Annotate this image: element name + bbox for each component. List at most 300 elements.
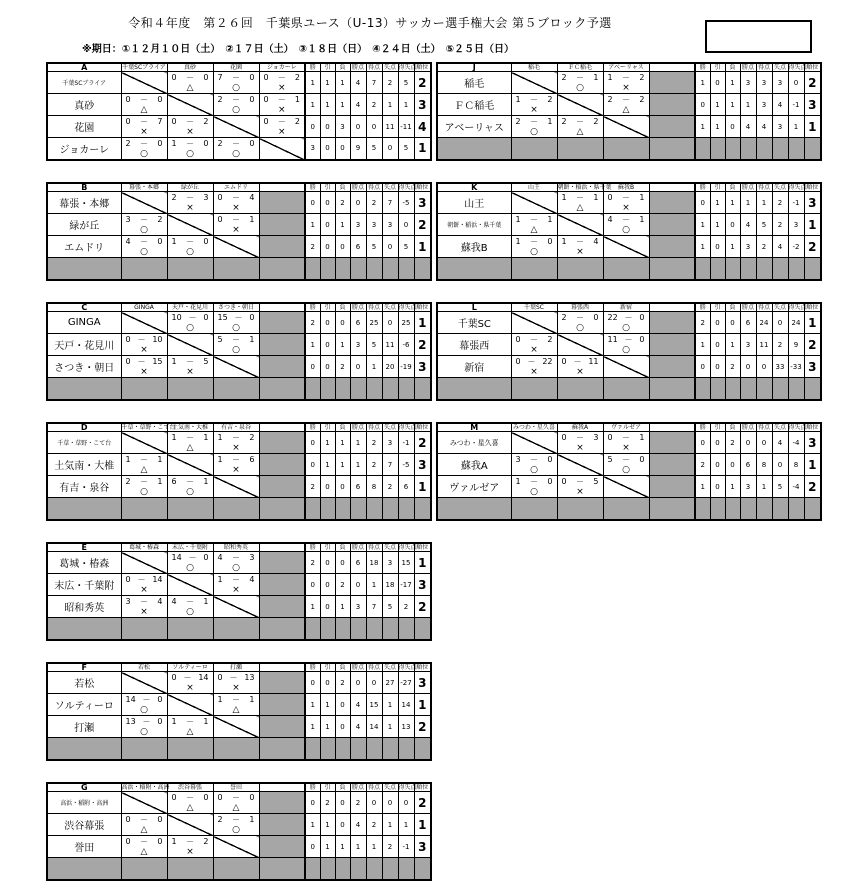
diagonal-cell [603,356,649,378]
empty-cell [335,858,350,880]
team-row [47,334,305,356]
rank-value: 1 [414,814,431,836]
stat-header: 勝点 [351,664,364,671]
score-dash: － [277,73,286,82]
stat-value: 0 [710,312,725,334]
empty-cell [649,258,695,280]
team-row [47,596,305,618]
stat-header: 順位 [414,663,431,672]
score-for: 2 [125,477,131,486]
empty-cell [398,858,414,880]
group-name: A [47,63,121,72]
stat-value: 4 [740,116,756,138]
empty-cell [772,498,788,520]
score-dash: － [530,455,538,464]
diagonal-cell [121,192,167,214]
score-against: 0 [639,335,645,344]
empty-cell [557,138,603,160]
score-for: 0 [217,215,223,224]
score-against: 7 [157,117,163,126]
stat-header: 失点 [383,64,396,71]
stat-header: 引 [320,543,335,552]
score-dash: － [576,193,584,202]
score-against: 0 [203,73,209,82]
match-result [167,596,213,618]
result-symbol: ○ [186,487,194,497]
match-result [167,356,213,378]
empty-cell [725,138,740,160]
stat-header: 負 [335,423,350,432]
team-row [47,574,305,596]
empty-cell [695,258,710,280]
score-against: 2 [639,95,645,104]
diagonal-cell [167,814,213,836]
match-result [557,236,603,258]
stat-header: 失点 [383,184,396,191]
team-name: 誉田 [47,836,121,858]
team-name: 幕張・本郷 [47,192,121,214]
empty-cell [259,618,305,640]
stat-value: 7 [382,192,398,214]
team-name: 千草・草野・こて台 [47,432,121,454]
result-symbol: ○ [186,148,194,159]
stat-value: 0 [725,116,740,138]
empty-cell [259,596,305,618]
score-against: 2 [157,215,163,224]
score-for: 0 [561,357,567,366]
rank-value: 2 [414,432,431,454]
stats-header-row [695,183,821,192]
stat-header: 引 [710,183,725,192]
score-against: 0 [249,313,255,322]
match-result [511,334,557,356]
stat-value: 0 [366,792,382,814]
match-result [121,454,167,476]
result-symbol: × [232,443,240,453]
stat-value: -1 [788,192,804,214]
rank-value: 3 [414,836,431,858]
stat-header: 負 [725,63,740,72]
empty-cell [259,432,305,454]
score-dash: － [530,237,538,246]
score-for: 1 [171,237,177,246]
result-symbol: × [186,847,194,857]
team-name: 若松 [47,672,121,694]
score-against: 2 [203,837,209,846]
empty-cell [47,858,121,880]
match-result [121,334,167,356]
empty-cell [259,192,305,214]
match-result [511,356,557,378]
score-for: 1 [561,237,567,246]
match-result [213,672,259,694]
stat-value: -27 [398,672,414,694]
stat-value: 1 [366,574,382,596]
result-symbol: × [277,127,286,137]
stat-value: 1 [320,694,335,716]
score-for: 0 [171,793,177,802]
stat-value: 2 [366,814,382,836]
rank-value: 3 [804,432,821,454]
stat-value: 0 [305,192,320,214]
empty-cell [740,138,756,160]
score-against: 2 [203,117,209,126]
score-dash: － [232,215,240,224]
stat-value: 2 [695,312,710,334]
match-result [213,138,259,160]
team-row [47,236,305,258]
empty-cell [756,378,772,400]
result-symbol: ○ [232,105,240,115]
team-row [437,334,695,356]
match-result [213,432,259,454]
stat-value: 0 [320,476,335,498]
team-row [47,356,305,378]
stats-row [305,94,431,116]
opponent-header: 幕張西 [557,303,603,312]
empty-cell [320,858,335,880]
team-row [437,476,695,498]
team-name: GINGA [47,312,121,334]
score-against: 3 [593,433,599,442]
score-against: 1 [249,215,255,224]
stat-value: 3 [740,72,756,94]
diagonal-cell [213,836,259,858]
score-for: 0 [125,117,131,126]
score-against: 4 [249,193,255,202]
stat-value: 1 [320,454,335,476]
empty-cell [740,498,756,520]
stat-value: 0 [305,356,320,378]
team-name: 花園 [47,116,121,138]
diagonal-cell [167,334,213,356]
score-for: 2 [561,313,567,322]
empty-cell [47,498,121,520]
diagonal-cell [603,236,649,258]
empty-cell [121,378,167,400]
stat-header: 引 [320,423,335,432]
score-against: 0 [157,139,163,148]
opponent-header: ジョカーレ [259,63,305,72]
score-for: 1 [171,139,177,148]
match-result [603,334,649,356]
empty-cell [366,258,382,280]
result-symbol: × [232,203,240,213]
match-result [167,716,213,738]
opponent-header: アベーリャス [603,63,649,72]
match-result [213,214,259,236]
team-row [47,672,305,694]
stat-value: 1 [382,814,398,836]
result-symbol: × [576,443,584,453]
empty-cell [649,94,695,116]
stat-header: 得点 [367,784,380,791]
match-result [121,94,167,116]
match-result [213,192,259,214]
opponent-header: 幕張・本郷 [121,183,167,192]
result-symbol: ○ [186,323,194,333]
stats-row [695,378,821,400]
result-symbol: ○ [622,323,630,333]
stat-header: 得点 [367,64,380,71]
empty-cell [382,378,398,400]
empty-cell [305,858,320,880]
rank-value: 2 [414,214,431,236]
team-row [437,454,695,476]
stat-value: 5 [772,476,788,498]
score-against: 5 [593,477,599,486]
stat-value: -6 [398,334,414,356]
result-symbol: × [622,83,630,93]
stat-value: 0 [335,476,350,498]
stats-header-row [305,543,431,552]
stat-value: 4 [756,116,772,138]
empty-cell [710,138,725,160]
empty-header [259,543,305,552]
score-against: 2 [639,73,645,82]
opponent-header: ＦＣ稲毛 [557,63,603,72]
stats-row [695,214,821,236]
diagonal-cell [511,192,557,214]
empty-cell [511,138,557,160]
opponent-header: 真砂 [167,63,213,72]
empty-cell [740,378,756,400]
stat-value: 0 [335,236,350,258]
empty-cell [259,312,305,334]
stat-value: 27 [382,672,398,694]
stat-value: 1 [398,94,414,116]
team-row [47,792,305,814]
standings-table [694,422,822,521]
header-row [47,663,305,672]
empty-cell [213,618,259,640]
stat-value: 8 [756,454,772,476]
rank-value: 3 [414,574,431,596]
stat-value: 0 [788,72,804,94]
rank-value: 1 [414,138,431,160]
empty-header [649,63,695,72]
stat-value: 2 [320,792,335,814]
score-for: 11 [607,335,618,344]
score-for: 1 [515,477,521,486]
score-for: 2 [125,139,131,148]
stat-value: 0 [725,312,740,334]
stat-value: 5 [366,138,382,160]
match-result [603,192,649,214]
empty-cell [259,792,305,814]
stat-value: 1 [725,236,740,258]
match-result [557,116,603,138]
stat-header: 勝点 [741,184,754,191]
standings-table [304,782,432,881]
stat-value: 3 [305,138,320,160]
stat-header: 負 [335,303,350,312]
team-name: 昭和秀英 [47,596,121,618]
opponent-header: ソルティーロ [167,663,213,672]
diagonal-cell [167,574,213,596]
team-row [47,258,305,280]
rank-value: 1 [804,312,821,334]
result-symbol: × [140,585,148,595]
empty-cell [557,258,603,280]
stat-header: 得失点 [788,304,807,311]
match-result [167,432,213,454]
score-against: 1 [157,477,163,486]
score-against: 0 [249,793,255,802]
empty-cell [804,258,821,280]
result-symbol: ○ [186,607,194,617]
score-dash: － [186,433,194,442]
score-for: 1 [125,455,131,464]
team-row [437,72,695,94]
empty-cell [320,498,335,520]
score-dash: － [140,215,148,224]
stat-value: 3 [772,116,788,138]
stat-value: 0 [710,476,725,498]
score-for: 0 [515,335,521,344]
score-dash: － [530,477,538,486]
stats-row [695,454,821,476]
score-against: 10 [152,335,163,344]
stat-value: 6 [350,312,366,334]
score-dash: － [576,433,584,442]
header-row [437,423,695,432]
rank-value: 1 [414,476,431,498]
score-against: 1 [639,193,645,202]
empty-cell [335,618,350,640]
stat-value: 3 [366,214,382,236]
score-dash: － [530,95,538,104]
stats-row [695,334,821,356]
stats-header-row [695,423,821,432]
match-result [557,72,603,94]
score-dash: － [188,553,197,562]
diagonal-cell [213,116,259,138]
stat-value: 6 [350,236,366,258]
header-row [47,783,305,792]
group-name: B [47,183,121,192]
score-dash: － [140,237,148,246]
score-against: 0 [157,837,163,846]
score-for: 1 [171,433,177,442]
score-dash: － [188,313,197,322]
score-dash: － [142,717,151,726]
empty-cell [382,738,398,760]
empty-cell [414,378,431,400]
empty-cell [320,618,335,640]
match-result [167,138,213,160]
stat-value: 1 [710,94,725,116]
score-against: 6 [249,455,255,464]
stats-row [305,716,431,738]
diagonal-cell [121,72,167,94]
stat-value: 4 [350,94,366,116]
team-row [47,716,305,738]
empty-cell [649,356,695,378]
stat-header: 負 [335,663,350,672]
stats-row [305,334,431,356]
diagonal-cell [511,432,557,454]
empty-cell [414,258,431,280]
score-for: 0 [561,433,567,442]
score-for: 0 [217,673,223,682]
stat-value: 1 [335,454,350,476]
team-row [437,116,695,138]
score-against: 1 [203,477,209,486]
score-for: 0 [607,193,613,202]
score-against: 1 [294,95,300,104]
stat-header: 引 [710,303,725,312]
stat-value: 1 [350,432,366,454]
score-against: 1 [547,117,553,126]
empty-cell [259,574,305,596]
empty-cell [788,498,804,520]
stat-header: 負 [725,423,740,432]
stat-value: 25 [366,312,382,334]
stat-value: 1 [305,214,320,236]
stat-value: 0 [305,454,320,476]
result-symbol: × [232,465,240,475]
score-for: 0 [561,477,567,486]
score-against: 0 [203,313,209,322]
match-result [511,116,557,138]
empty-cell [305,378,320,400]
diagonal-cell [511,72,557,94]
stat-value: 2 [772,192,788,214]
stat-header: 得点 [757,64,770,71]
empty-cell [603,258,649,280]
diagonal-cell [557,214,603,236]
team-name: 葛城・椿森 [47,552,121,574]
empty-cell [649,476,695,498]
score-for: 0 [171,117,177,126]
stat-value: 2 [335,356,350,378]
stat-value: 20 [382,356,398,378]
empty-cell [649,138,695,160]
score-dash: － [137,335,146,344]
stats-header-row [305,303,431,312]
stat-header: 引 [320,783,335,792]
team-row [47,94,305,116]
result-symbol: △ [232,803,240,813]
empty-cell [603,498,649,520]
stats-row [305,116,431,138]
stat-value: 4 [772,94,788,116]
stat-value: 1 [740,192,756,214]
empty-cell [511,498,557,520]
stat-value: 8 [788,454,804,476]
stat-value: 9 [788,334,804,356]
score-dash: － [232,73,240,82]
result-symbol: ○ [232,825,240,835]
team-name: 渋谷幕張 [47,814,121,836]
empty-cell [756,138,772,160]
score-for: 0 [217,193,223,202]
match-result [167,672,213,694]
stat-value: 33 [772,356,788,378]
result-symbol: △ [576,127,584,137]
match-result [603,214,649,236]
score-against: 13 [244,673,255,682]
team-row [47,454,305,476]
match-table [46,422,306,521]
stat-value: 9 [350,138,366,160]
score-for: 1 [217,575,223,584]
stats-row [695,258,821,280]
result-symbol: ○ [140,487,148,497]
score-for: 2 [607,95,613,104]
stat-value: 2 [350,792,366,814]
